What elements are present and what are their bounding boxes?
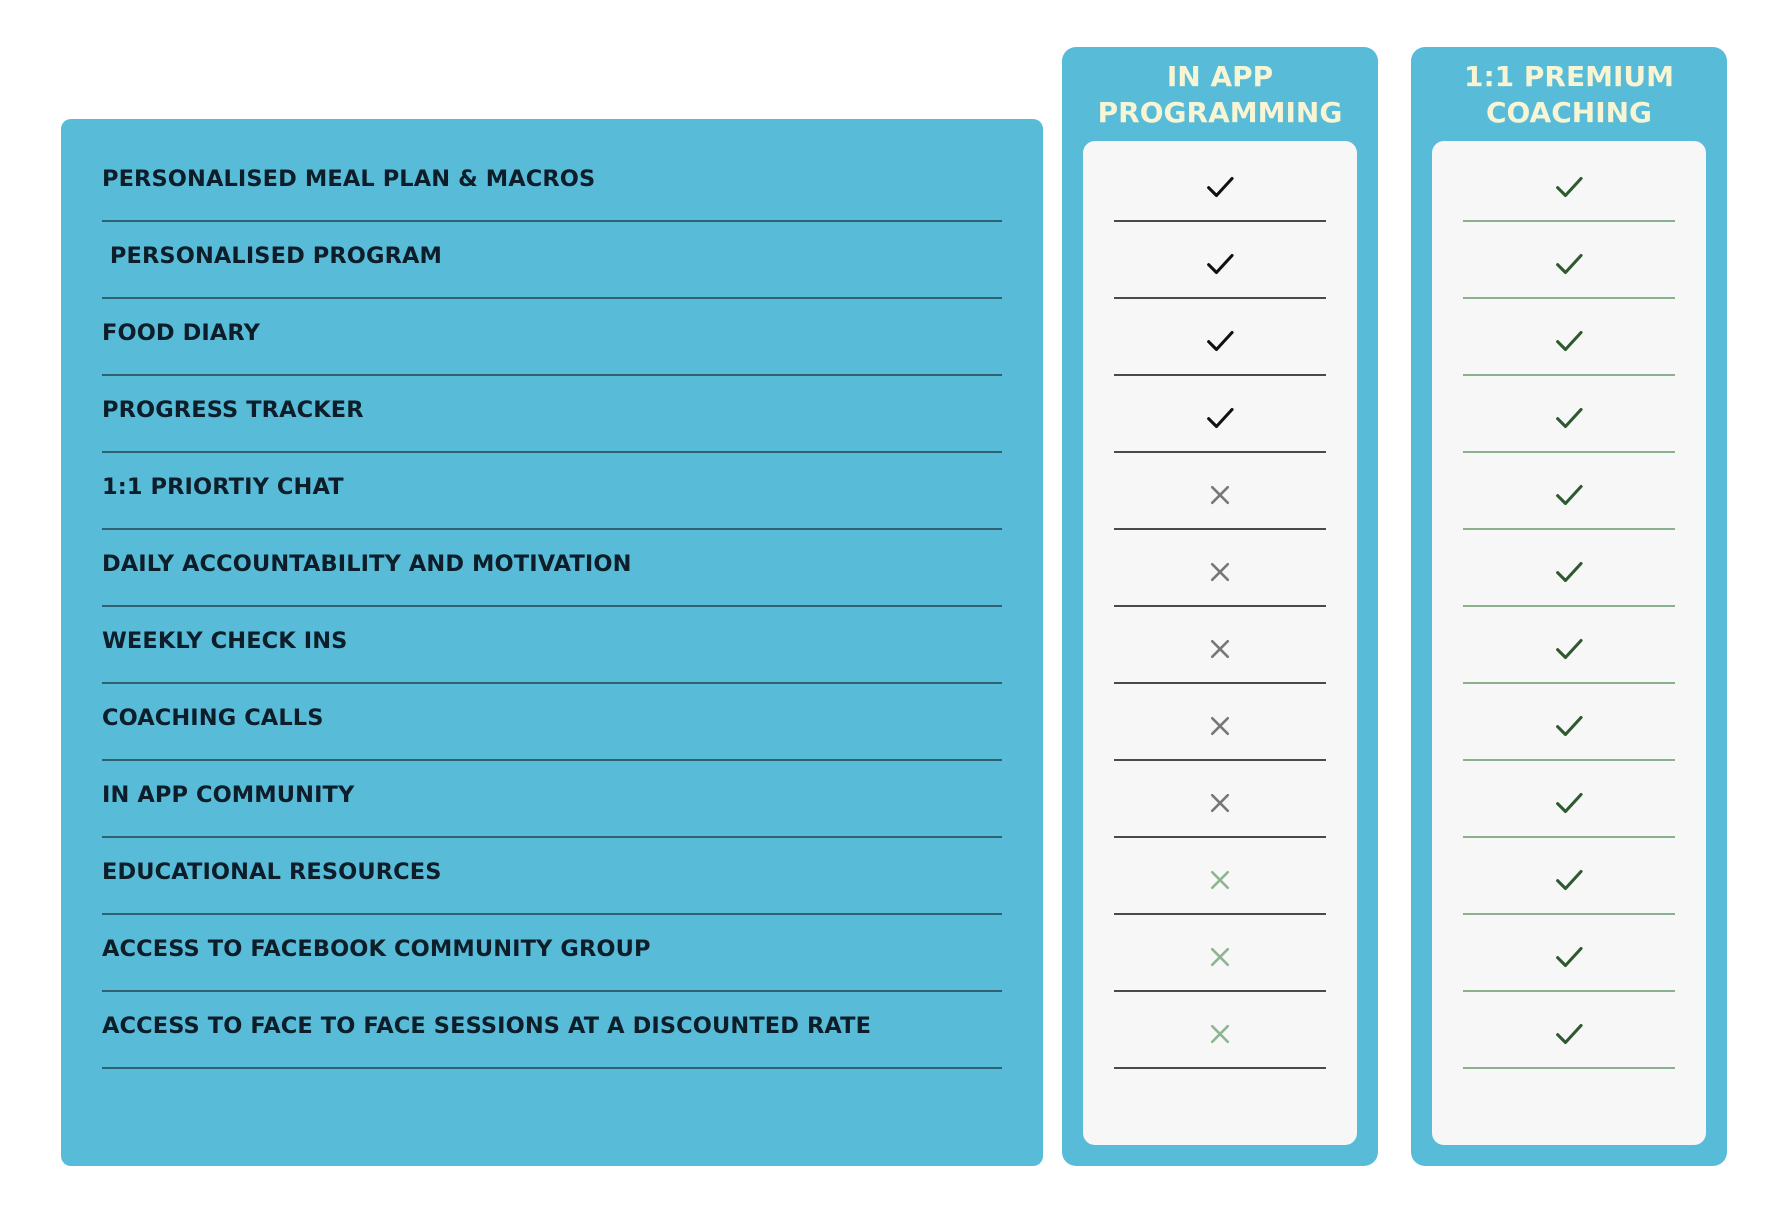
check-icon	[1552, 1017, 1586, 1051]
row-divider	[1114, 297, 1326, 299]
check-icon	[1203, 170, 1237, 204]
cross-icon	[1203, 786, 1237, 820]
row-divider	[1463, 297, 1675, 299]
row-divider	[102, 220, 1002, 222]
check-icon	[1203, 324, 1237, 358]
row-divider	[102, 451, 1002, 453]
row-divider	[102, 759, 1002, 761]
cross-icon	[1203, 478, 1237, 512]
check-icon	[1203, 401, 1237, 435]
plan-column-in-app-programming	[1062, 47, 1378, 1166]
check-icon	[1552, 555, 1586, 589]
check-icon	[1552, 786, 1586, 820]
check-icon	[1552, 632, 1586, 666]
row-divider	[1114, 374, 1326, 376]
row-divider	[1463, 374, 1675, 376]
row-divider	[102, 605, 1002, 607]
row-divider	[1463, 759, 1675, 761]
row-divider	[1463, 836, 1675, 838]
cross-icon	[1203, 940, 1237, 974]
feature-label: DAILY ACCOUNTABILITY AND MOTIVATION	[102, 551, 632, 577]
row-divider	[102, 374, 1002, 376]
check-icon	[1552, 863, 1586, 897]
row-divider	[1114, 451, 1326, 453]
cross-icon	[1203, 1017, 1237, 1051]
row-divider	[1463, 220, 1675, 222]
check-icon	[1552, 324, 1586, 358]
row-divider	[102, 913, 1002, 915]
plan-title: IN APP PROGRAMMING	[1097, 60, 1343, 129]
row-divider	[1463, 1067, 1675, 1069]
cross-icon	[1203, 709, 1237, 743]
row-divider	[1463, 682, 1675, 684]
feature-label: EDUCATIONAL RESOURCES	[102, 859, 442, 885]
feature-label: PROGRESS TRACKER	[102, 397, 364, 423]
cross-icon	[1203, 555, 1237, 589]
row-divider	[102, 1067, 1002, 1069]
feature-label: PERSONALISED MEAL PLAN & MACROS	[102, 166, 596, 192]
row-divider	[1114, 682, 1326, 684]
row-divider	[1114, 528, 1326, 530]
feature-label: IN APP COMMUNITY	[102, 782, 355, 808]
cross-icon	[1203, 632, 1237, 666]
row-divider	[1114, 836, 1326, 838]
plan-title: 1:1 PREMIUM COACHING	[1464, 60, 1674, 129]
check-icon	[1552, 478, 1586, 512]
row-divider	[1114, 220, 1326, 222]
feature-label: PERSONALISED PROGRAM	[102, 243, 443, 269]
check-icon	[1552, 709, 1586, 743]
row-divider	[1463, 605, 1675, 607]
row-divider	[102, 297, 1002, 299]
cross-icon	[1203, 863, 1237, 897]
plan-card	[1432, 141, 1706, 1145]
features-panel	[61, 119, 1043, 1166]
row-divider	[1114, 1067, 1326, 1069]
row-divider	[102, 528, 1002, 530]
row-divider	[102, 836, 1002, 838]
row-divider	[1114, 759, 1326, 761]
plan-card	[1083, 141, 1357, 1145]
row-divider	[102, 682, 1002, 684]
feature-label: ACCESS TO FACE TO FACE SESSIONS AT A DISCOUNTED RATE	[102, 1013, 872, 1039]
row-divider	[1114, 913, 1326, 915]
feature-label: FOOD DIARY	[102, 320, 260, 346]
check-icon	[1552, 940, 1586, 974]
feature-label: WEEKLY CHECK INS	[102, 628, 348, 654]
check-icon	[1552, 247, 1586, 281]
feature-label: 1:1 PRIORTIY CHAT	[102, 474, 344, 500]
feature-label: ACCESS TO FACEBOOK COMMUNITY GROUP	[102, 936, 651, 962]
row-divider	[1463, 528, 1675, 530]
check-icon	[1552, 401, 1586, 435]
row-divider	[1463, 913, 1675, 915]
row-divider	[1114, 605, 1326, 607]
check-icon	[1552, 170, 1586, 204]
plan-column-premium-coaching	[1411, 47, 1727, 1166]
feature-label: COACHING CALLS	[102, 705, 324, 731]
row-divider	[102, 990, 1002, 992]
row-divider	[1463, 990, 1675, 992]
row-divider	[1114, 990, 1326, 992]
check-icon	[1203, 247, 1237, 281]
row-divider	[1463, 451, 1675, 453]
